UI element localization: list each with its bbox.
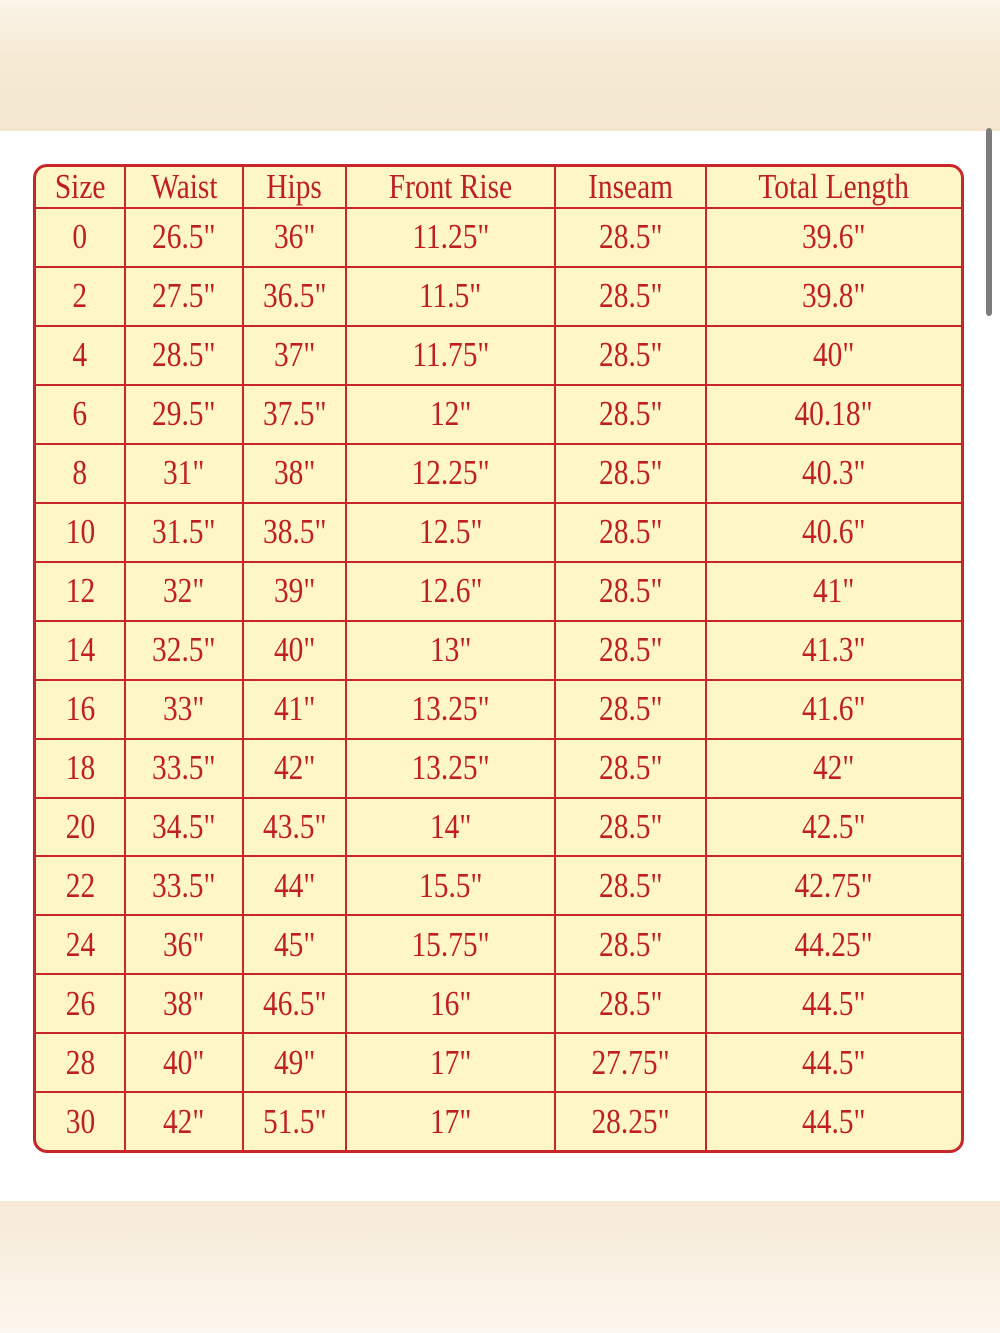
- table-row: [36, 267, 961, 326]
- cell-hips: 40": [243, 621, 346, 680]
- cell-size: 4: [36, 326, 125, 385]
- cell-size: 14: [36, 621, 125, 680]
- cell-front-rise: 15.75": [346, 915, 555, 974]
- cell-total-length: 40": [706, 326, 961, 385]
- cell-waist: 26.5": [125, 208, 243, 267]
- cell-size: 18: [36, 739, 125, 798]
- cell-total-length: 40.6": [706, 503, 961, 562]
- cell-total-length: 44.5": [706, 974, 961, 1033]
- table-row: [36, 915, 961, 974]
- table-row: [36, 326, 961, 385]
- cell-waist: 40": [125, 1033, 243, 1092]
- cell-size: 2: [36, 267, 125, 326]
- cell-waist: 33": [125, 680, 243, 739]
- cell-waist: 34.5": [125, 798, 243, 857]
- cell-inseam: 28.5": [555, 856, 706, 915]
- cell-hips: 49": [243, 1033, 346, 1092]
- cell-inseam: 28.5": [555, 503, 706, 562]
- cell-total-length: 40.3": [706, 444, 961, 503]
- cell-size: 20: [36, 798, 125, 857]
- cell-hips: 42": [243, 739, 346, 798]
- cell-hips: 38": [243, 444, 346, 503]
- cell-inseam: 28.5": [555, 385, 706, 444]
- column-header-total-length: Total Length: [706, 167, 961, 208]
- table-row: [36, 503, 961, 562]
- cell-front-rise: 11.25": [346, 208, 555, 267]
- size-chart-body: [36, 208, 961, 1150]
- cell-total-length: 41": [706, 562, 961, 621]
- cell-hips: 51.5": [243, 1092, 346, 1150]
- cell-inseam: 28.5": [555, 208, 706, 267]
- table-row: [36, 739, 961, 798]
- cell-hips: 46.5": [243, 974, 346, 1033]
- size-chart-table: [36, 167, 961, 1150]
- column-header-hips: Hips: [243, 167, 346, 208]
- cell-size: 10: [36, 503, 125, 562]
- cell-size: 28: [36, 1033, 125, 1092]
- table-row: [36, 444, 961, 503]
- cell-waist: 33.5": [125, 739, 243, 798]
- scrollbar-thumb[interactable]: [986, 128, 992, 316]
- table-row: [36, 680, 961, 739]
- cell-total-length: 44.5": [706, 1033, 961, 1092]
- cell-front-rise: 16": [346, 974, 555, 1033]
- cell-inseam: 28.5": [555, 798, 706, 857]
- table-row: [36, 385, 961, 444]
- cell-waist: 31.5": [125, 503, 243, 562]
- size-chart: [33, 164, 964, 1153]
- cell-hips: 36.5": [243, 267, 346, 326]
- cell-size: 6: [36, 385, 125, 444]
- cell-front-rise: 15.5": [346, 856, 555, 915]
- cell-front-rise: 11.75": [346, 326, 555, 385]
- cell-inseam: 28.5": [555, 267, 706, 326]
- cell-waist: 31": [125, 444, 243, 503]
- cell-total-length: 39.6": [706, 208, 961, 267]
- cell-hips: 45": [243, 915, 346, 974]
- cell-total-length: 42.75": [706, 856, 961, 915]
- cell-inseam: 28.5": [555, 915, 706, 974]
- cell-total-length: 40.18": [706, 385, 961, 444]
- header-row: [36, 167, 961, 208]
- cell-total-length: 41.3": [706, 621, 961, 680]
- cell-total-length: 44.5": [706, 1092, 961, 1150]
- table-row: [36, 1092, 961, 1150]
- cell-waist: 36": [125, 915, 243, 974]
- cell-size: 12: [36, 562, 125, 621]
- cell-inseam: 28.5": [555, 444, 706, 503]
- cell-inseam: 28.25": [555, 1092, 706, 1150]
- table-row: [36, 974, 961, 1033]
- cell-waist: 38": [125, 974, 243, 1033]
- cell-front-rise: 12.25": [346, 444, 555, 503]
- cell-inseam: 28.5": [555, 562, 706, 621]
- cell-front-rise: 17": [346, 1092, 555, 1150]
- cell-size: 22: [36, 856, 125, 915]
- cell-waist: 33.5": [125, 856, 243, 915]
- cell-size: 8: [36, 444, 125, 503]
- cell-hips: 41": [243, 680, 346, 739]
- cell-inseam: 28.5": [555, 974, 706, 1033]
- cell-size: 30: [36, 1092, 125, 1150]
- cell-waist: 28.5": [125, 326, 243, 385]
- cell-hips: 37.5": [243, 385, 346, 444]
- cell-total-length: 39.8": [706, 267, 961, 326]
- cell-inseam: 28.5": [555, 739, 706, 798]
- cell-total-length: 42.5": [706, 798, 961, 857]
- top-background-band: [0, 0, 1000, 131]
- cell-inseam: 28.5": [555, 621, 706, 680]
- column-header-waist: Waist: [125, 167, 243, 208]
- cell-front-rise: 12": [346, 385, 555, 444]
- cell-total-length: 41.6": [706, 680, 961, 739]
- table-row: [36, 621, 961, 680]
- cell-hips: 43.5": [243, 798, 346, 857]
- cell-inseam: 27.75": [555, 1033, 706, 1092]
- cell-size: 0: [36, 208, 125, 267]
- cell-inseam: 28.5": [555, 326, 706, 385]
- cell-front-rise: 11.5": [346, 267, 555, 326]
- cell-waist: 42": [125, 1092, 243, 1150]
- cell-hips: 38.5": [243, 503, 346, 562]
- table-row: [36, 1033, 961, 1092]
- cell-front-rise: 13.25": [346, 680, 555, 739]
- table-row: [36, 562, 961, 621]
- cell-total-length: 42": [706, 739, 961, 798]
- table-row: [36, 208, 961, 267]
- table-row: [36, 856, 961, 915]
- cell-hips: 44": [243, 856, 346, 915]
- cell-front-rise: 12.5": [346, 503, 555, 562]
- column-header-inseam: Inseam: [555, 167, 706, 208]
- cell-size: 26: [36, 974, 125, 1033]
- column-header-front-rise: Front Rise: [346, 167, 555, 208]
- cell-front-rise: 17": [346, 1033, 555, 1092]
- cell-total-length: 44.25": [706, 915, 961, 974]
- cell-size: 16: [36, 680, 125, 739]
- cell-front-rise: 13.25": [346, 739, 555, 798]
- cell-hips: 36": [243, 208, 346, 267]
- cell-front-rise: 14": [346, 798, 555, 857]
- bottom-background-band: [0, 1201, 1000, 1333]
- column-header-size: Size: [36, 167, 125, 208]
- cell-size: 24: [36, 915, 125, 974]
- cell-waist: 29.5": [125, 385, 243, 444]
- table-row: [36, 798, 961, 857]
- cell-hips: 39": [243, 562, 346, 621]
- cell-front-rise: 12.6": [346, 562, 555, 621]
- cell-inseam: 28.5": [555, 680, 706, 739]
- cell-waist: 27.5": [125, 267, 243, 326]
- cell-front-rise: 13": [346, 621, 555, 680]
- cell-hips: 37": [243, 326, 346, 385]
- cell-waist: 32": [125, 562, 243, 621]
- cell-waist: 32.5": [125, 621, 243, 680]
